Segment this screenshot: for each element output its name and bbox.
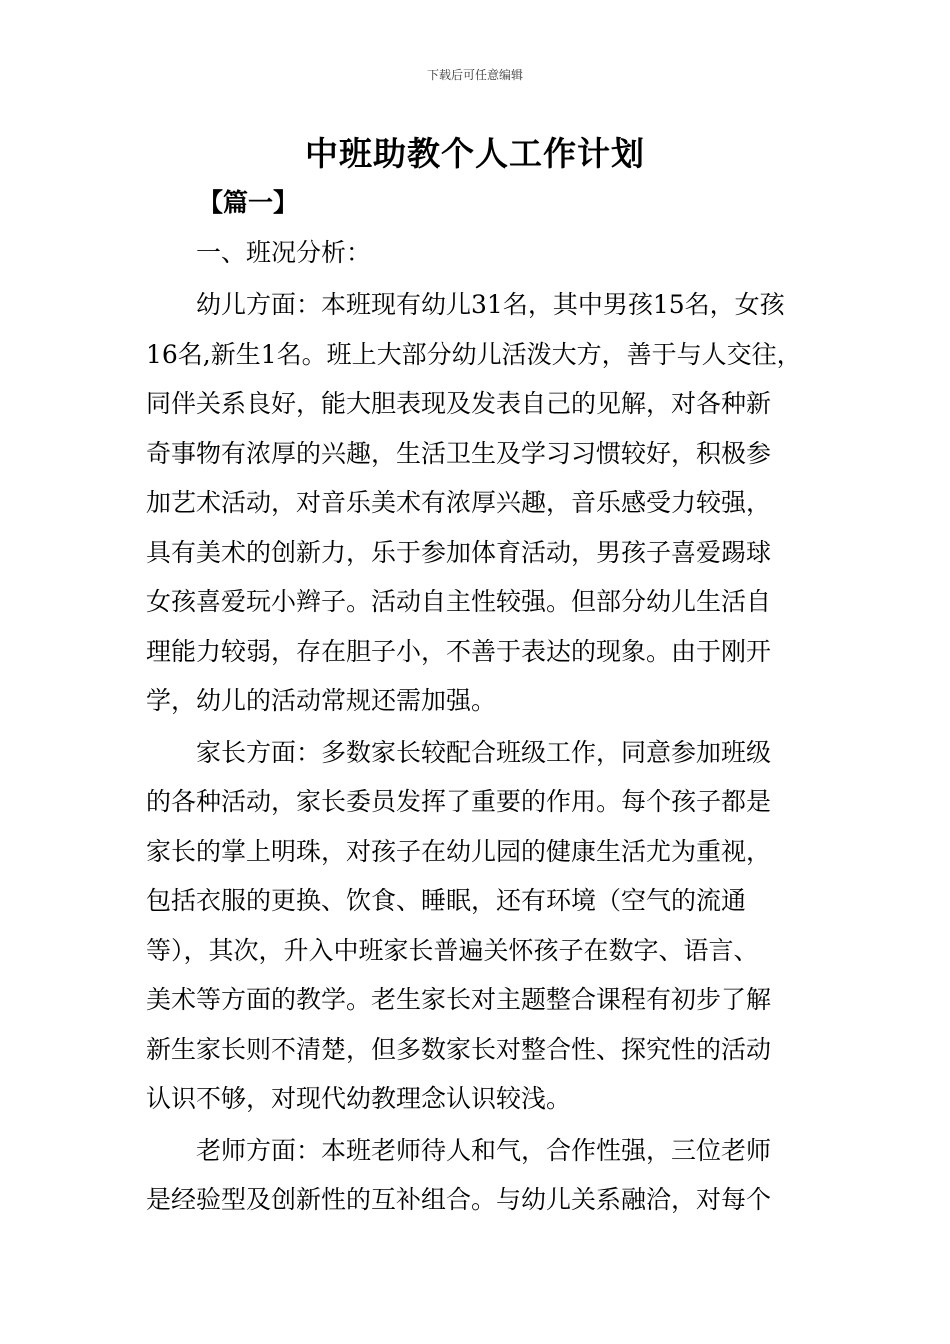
paragraph-line: 家长方面：多数家长较配合班级工作，同意参加班级 bbox=[196, 738, 772, 767]
paragraph-line: 认识不够，对现代幼教理念认识较浅。 bbox=[146, 1084, 572, 1113]
paragraph-line: 具有美术的创新力，乐于参加体育活动，男孩子喜爱踢球 bbox=[146, 538, 772, 567]
paragraph-line: 理能力较弱，存在胆子小，不善于表达的现象。由于刚开 bbox=[146, 637, 772, 666]
paragraph-line: 的各种活动，家长委员发挥了重要的作用。每个孩子都是 bbox=[146, 787, 772, 816]
section-label: 【篇一】 bbox=[198, 188, 299, 217]
paragraph-line: 美术等方面的教学。老生家长对主题整合课程有初步了解 bbox=[146, 985, 772, 1014]
paragraph-line: 幼儿方面：本班现有幼儿31名，其中男孩15名，女孩 bbox=[196, 290, 785, 319]
paragraph-line: 奇事物有浓厚的兴趣，生活卫生及学习习惯较好，积极参 bbox=[146, 439, 772, 468]
paragraph-line: 加艺术活动，对音乐美术有浓厚兴趣，音乐感受力较强， bbox=[146, 488, 772, 517]
paragraph-line: 家长的掌上明珠，对孩子在幼儿园的健康生活尤为重视， bbox=[146, 837, 772, 866]
paragraph-line: 等），其次，升入中班家长普遍关怀孩子在数字、语言、 bbox=[146, 936, 759, 965]
paragraph-line: 老师方面：本班老师待人和气，合作性强，三位老师 bbox=[196, 1136, 772, 1165]
paragraph-line: 是经验型及创新性的互补组合。与幼儿关系融洽，对每个 bbox=[146, 1185, 772, 1214]
paragraph-line: 学，幼儿的活动常规还需加强。 bbox=[146, 686, 497, 715]
paragraph-line: 16名,新生1名。班上大部分幼儿活泼大方，善于与人交往， bbox=[146, 340, 802, 369]
header-note: 下载后可任意编辑 bbox=[426, 68, 523, 82]
section-heading: 一、班况分析： bbox=[196, 238, 372, 267]
paragraph-line: 包括衣服的更换、饮食、睡眠，还有环境（空气的流通 bbox=[146, 886, 747, 915]
paragraph-line: 女孩喜爱玩小辫子。活动自主性较强。但部分幼儿生活自 bbox=[146, 587, 772, 616]
paragraph-line: 新生家长则不清楚，但多数家长对整合性、探究性的活动 bbox=[146, 1035, 772, 1064]
document-title: 中班助教个人工作计划 bbox=[305, 134, 645, 173]
paragraph-line: 同伴关系良好，能大胆表现及发表自己的见解，对各种新 bbox=[146, 389, 772, 418]
